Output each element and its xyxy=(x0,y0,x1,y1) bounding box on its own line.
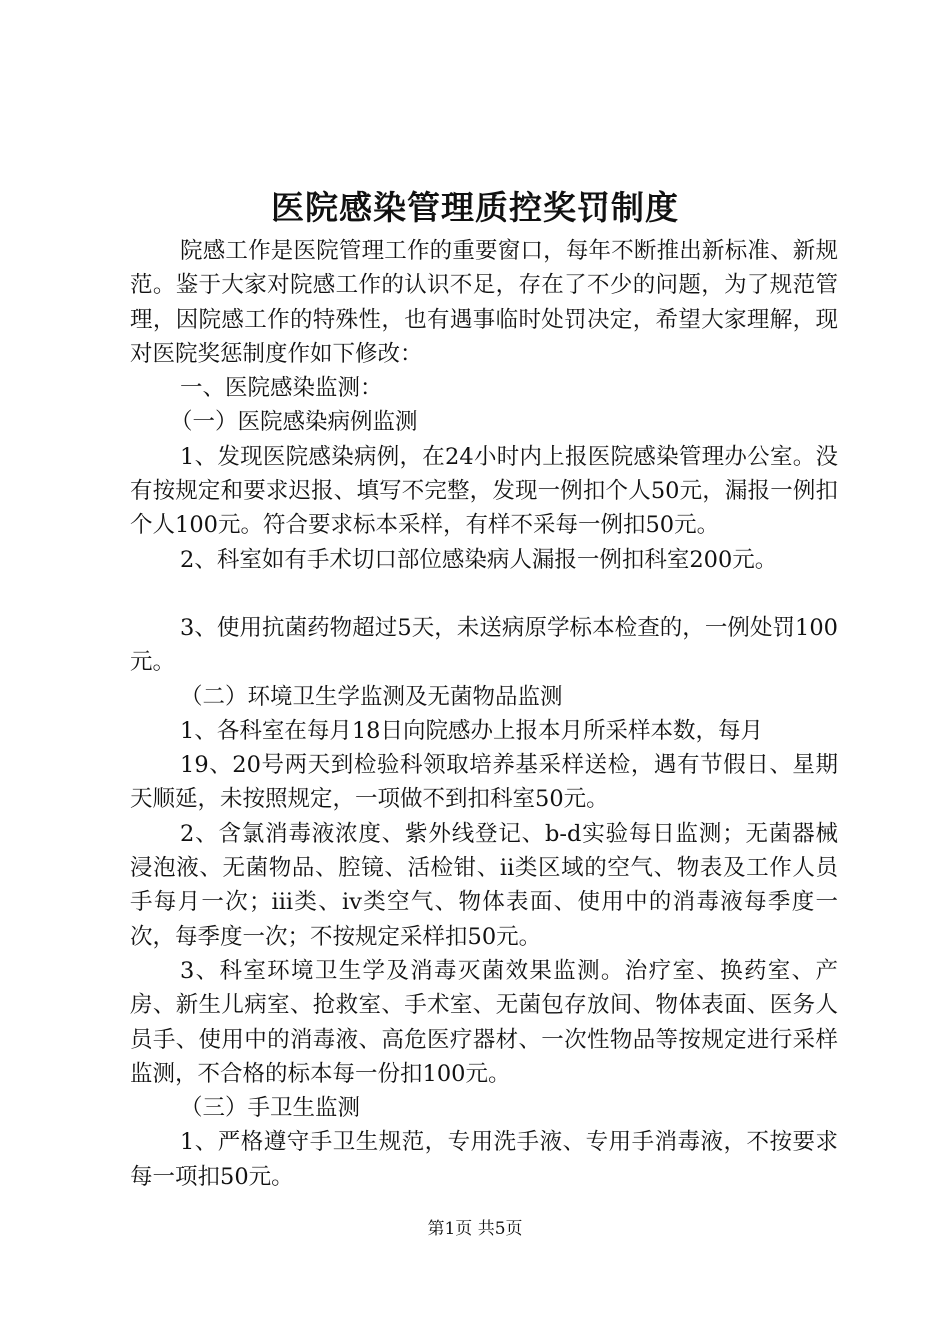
paragraph-gap xyxy=(130,577,838,611)
list-item: 1、各科室在每月18日向院感办上报本月所采样本数，每月 xyxy=(180,717,763,744)
list-item: 1、发现医院感染病例，在24小时内上报医院感染管理办公室。没有按规定和要求迟报、填写不完整，发现一例扣个人50元，漏报一例扣个人100元。符合要求标本采样，有样不采每一例扣50元。 xyxy=(130,443,838,539)
section-heading: 一、医院感染监测： xyxy=(180,375,383,402)
list-item: 19、20号两天到检验科领取培养基采样送检，遇有节假日、星期天顺延，未按照规定，一项做不到扣科室50元。 xyxy=(130,752,838,813)
list-item: 2、科室如有手术切口部位感染病人漏报一例扣科室200元。 xyxy=(180,546,778,573)
document-title: 医院感染管理质控奖罚制度 xyxy=(271,188,679,227)
document-body xyxy=(130,234,838,1194)
intro-paragraph: 院感工作是医院管理工作的重要窗口，每年不断推出新标准、新规范。鉴于大家对院感工作的认识不足，存在了不少的问题，为了规范管理，因院感工作的特殊性，也有遇事临时处罚决定，希望大家理解，现对医院奖惩制度作如下修改： xyxy=(130,238,838,367)
subsection-heading: （一）医院感染病例监测 xyxy=(170,409,418,436)
list-item: 2、含氯消毒液浓度、紫外线登记、b-d实验每日监测；无菌器械浸泡液、无菌物品、腔镜、活检钳、ii类区域的空气、物表及工作人员手每月一次；iii类、iv类空气、物体表面、使用中的消毒液每季度一次，每季度一次；不按规定采样扣50元。 xyxy=(130,820,838,950)
subsection-heading: （三）手卫生监测 xyxy=(180,1095,361,1122)
list-item: 3、科室环境卫生学及消毒灭菌效果监测。治疗室、换药室、产房、新生儿病室、抢救室、手术室、无菌包存放间、物体表面、医务人员手、使用中的消毒液、高危医疗器材、一次性物品等按规定进行采样监测，不合格的标本每一份扣100元。 xyxy=(130,957,838,1087)
list-item: 3、使用抗菌药物超过5天，未送病原学标本检查的，一例处罚100元。 xyxy=(130,614,838,676)
subsection-heading: （二）环境卫生学监测及无菌物品监测 xyxy=(180,683,563,710)
list-item: 1、严格遵守手卫生规范，专用洗手液、专用手消毒液，不按要求每一项扣50元。 xyxy=(130,1129,838,1190)
page-footer: 第1页 共5页 xyxy=(427,1219,523,1239)
